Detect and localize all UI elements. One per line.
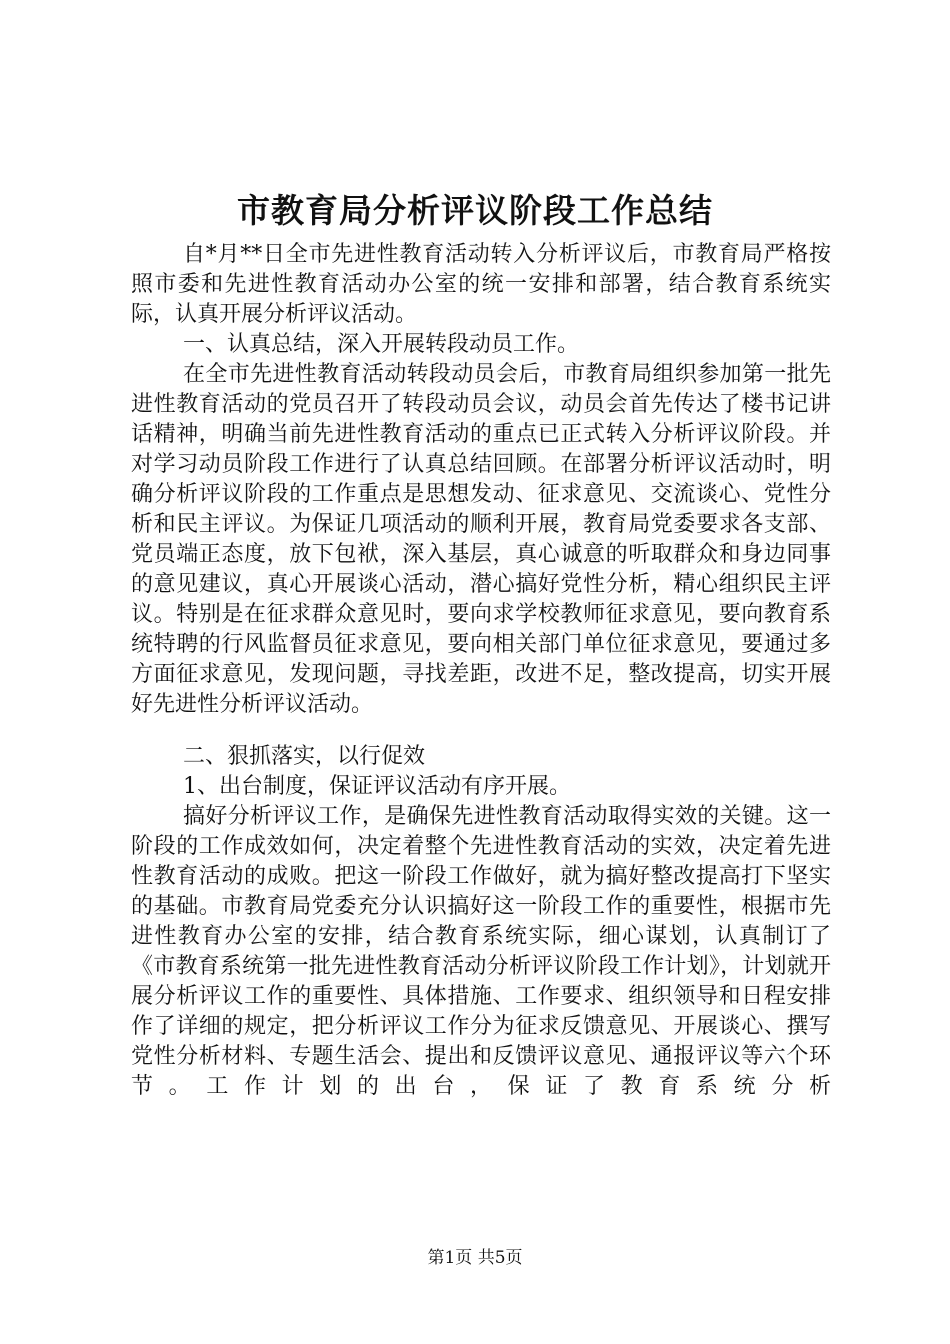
- section-1-paragraph: 在全市先进性教育活动转段动员会后，市教育局组织参加第一批先进性教育活动的党员召开了转段动员会议，动员会首先传达了楼书记讲话精神，明确当前先进性教育活动的重点已正式转入分析评议阶段。并对学习动员阶段工作进行了认真总结回顾。在部署分析评议活动时，明确分析评议阶段的工作重点是思想发动、征求意见、交流谈心、党性分析和民主评议。为保证几项活动的顺利开展，教育局党委要求各支部、党员端正态度，放下包袱，深入基层，真心诚意的听取群众和身边同事的意见建议，真心开展谈心活动，潜心搞好党性分析，精心组织民主评议。特别是在征求群众意见时，要向求学校教师征求意见，要向教育系统特聘的行风监督员征求意见，要向相关部门单位征求意见，要通过多方面征求意见，发现问题，寻找差距，改进不足，整改提高，切实开展好先进性分析评议活动。: [131, 362, 831, 717]
- subsection-1-paragraph: 搞好分析评议工作，是确保先进性教育活动取得实效的关键。这一阶段的工作成效如何，决定着整个先进性教育活动的实效，决定着先进性教育活动的成败。把这一阶段工作做好，就为搞好整改提高打下坚实的基础。市教育局党委充分认识搞好这一阶段工作的重要性，根据市先进性教育办公室的安排，结合教育系统实际，细心谋划，认真制订了《市教育系统第一批先进性教育活动分析评议阶段工作计划》，计划就开展分析评议工作的重要性、具体措施、工作要求、组织领导和日程安排作了详细的规定，把分析评议工作分为征求反馈意见、开展谈心、撰写党性分析材料、专题生活会、提出和反馈评议意见、通报评议等六个环节。工作计划的出台，保证了教育系统分析: [131, 804, 831, 1099]
- document-body: [131, 240, 831, 1102]
- section-heading-2: 二、狠抓落实，以行促效: [183, 744, 426, 769]
- paragraph-gap: [131, 720, 831, 742]
- document-title: 市教育局分析评议阶段工作总结: [237, 191, 713, 230]
- subsection-heading-1: 1、出台制度，保证评议活动有序开展。: [183, 774, 571, 799]
- section-heading-1: 一、认真总结，深入开展转段动员工作。: [183, 332, 580, 357]
- intro-paragraph: 自*月**日全市先进性教育活动转入分析评议后，市教育局严格按照市委和先进性教育活动办公室的统一安排和部署，结合教育系统实际，认真开展分析评议活动。: [131, 242, 831, 327]
- page-footer: 第1页 共5页: [427, 1248, 523, 1268]
